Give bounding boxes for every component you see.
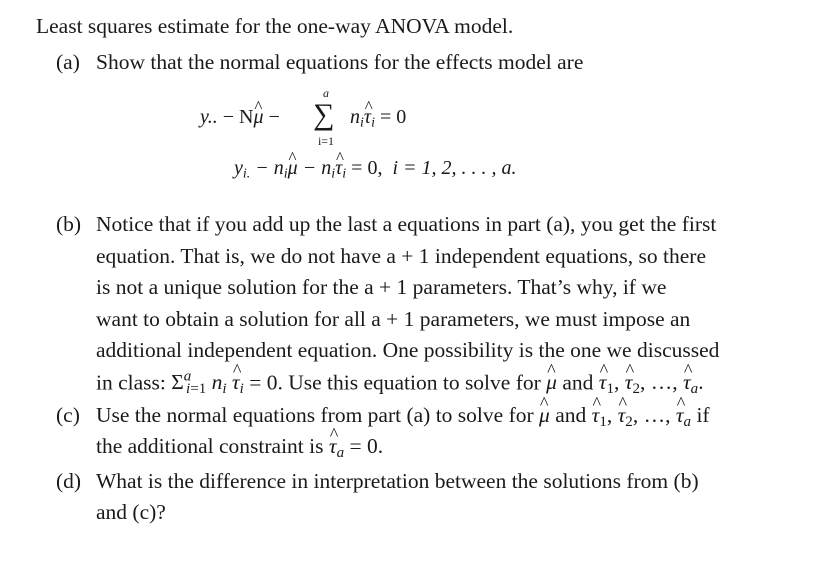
tau-hat-list: τ $\^{}_1$, τ $\^{}_2$, …, τ $\^{}_a$ <box>592 403 691 427</box>
eq2-minus-n2: − n <box>302 157 332 179</box>
part-b-mid: = 0. Use this equation to solve for <box>249 370 541 395</box>
eq1-minus: − <box>268 106 280 128</box>
problem-title: Least squares estimate for the one-way ANOVA model. <box>36 14 514 38</box>
part-c-label: (c) <box>56 403 80 427</box>
eq2-y: y <box>234 157 243 179</box>
part-b-line-3: is not a unique solution for the a + 1 parameters. That’s why, if we <box>96 275 667 299</box>
eq2-n-sub1: i <box>283 166 288 182</box>
eq2-equals-zero: = 0, <box>351 157 383 179</box>
part-c-line-1: Use the normal equations from part (a) to solve for μ ^ and τ $\^{}_1$, τ $\^{}_2$, …, τ $\^{}_a$ if <box>96 403 710 431</box>
part-b-line-2: equation. That is, we do not have a + 1 independent equations, so there <box>96 244 706 268</box>
eq1-equals-zero: = 0 <box>379 106 407 128</box>
mu-hat: μ ^ <box>546 370 557 395</box>
eq2-tau-hat: τ ^ <box>335 157 342 180</box>
summation-symbol: ∑ <box>313 98 335 131</box>
part-b-line-6 <box>96 369 704 398</box>
part-d-label: (d) <box>56 469 82 493</box>
eq1-tau-hat: τ ^ <box>364 106 371 129</box>
part-c-line-2: the additional constraint is τ $\^{}_a = 0$. <box>96 434 383 462</box>
eq1-tau-sub: i <box>371 115 375 131</box>
part-b-label: (b) <box>56 212 82 236</box>
part-b-line-4: want to obtain a solution for all a + 1 parameters, we must impose an <box>96 307 691 331</box>
part-a-text: Show that the normal equations for the effects model are <box>96 50 584 74</box>
part-a-label: (a) <box>56 50 80 74</box>
eq2-mu-hat: μ ^ <box>288 157 298 180</box>
part-d-line-1: What is the difference in interpretation between the solutions from (b) <box>96 469 699 493</box>
eq1-n-sub: i <box>360 115 364 131</box>
part-b-line-5: additional independent equation. One possibility is the one we discussed <box>96 338 720 362</box>
eq2-minus-n1: − n <box>255 157 284 179</box>
eq1-minus-n: − N <box>222 106 254 128</box>
sum-lower-limit: i=1 <box>317 134 335 148</box>
part-b-in-class: in class: <box>96 370 166 395</box>
eq2-index-range: i = 1, 2, . . . , a. <box>392 157 517 179</box>
tau-hat-list: τ $\^{}_1$, τ $\^{}_2$, …, τ $\^{}_a$. <box>599 370 704 394</box>
normal-equation-2 <box>234 157 517 183</box>
part-b-line-1: Notice that if you add up the last a equations in part (a), you get the first <box>96 212 717 236</box>
part-d-line-2: and (c)? <box>96 500 166 524</box>
tau-hat-a: τ ^ <box>329 434 337 459</box>
eq2-y-sub: i. <box>242 166 251 182</box>
eq2-tau-sub: i <box>342 166 347 182</box>
normal-equation-1 <box>200 106 280 129</box>
eq2-n-sub2: i <box>331 166 336 182</box>
eq1-n: n <box>350 106 360 128</box>
constraint-expression: $\Sigma^a_{i=1}$ $n_i$ τ $\^{}_i$ <box>171 370 244 394</box>
mu-hat: μ ^ <box>539 403 550 428</box>
eq1-lhs: y.. <box>200 106 218 128</box>
part-b-and: and <box>562 370 594 395</box>
eq1-mu-hat: μ ^ <box>254 106 264 129</box>
eq1-rhs-group <box>350 106 406 132</box>
sum-upper-limit: a <box>323 86 329 100</box>
